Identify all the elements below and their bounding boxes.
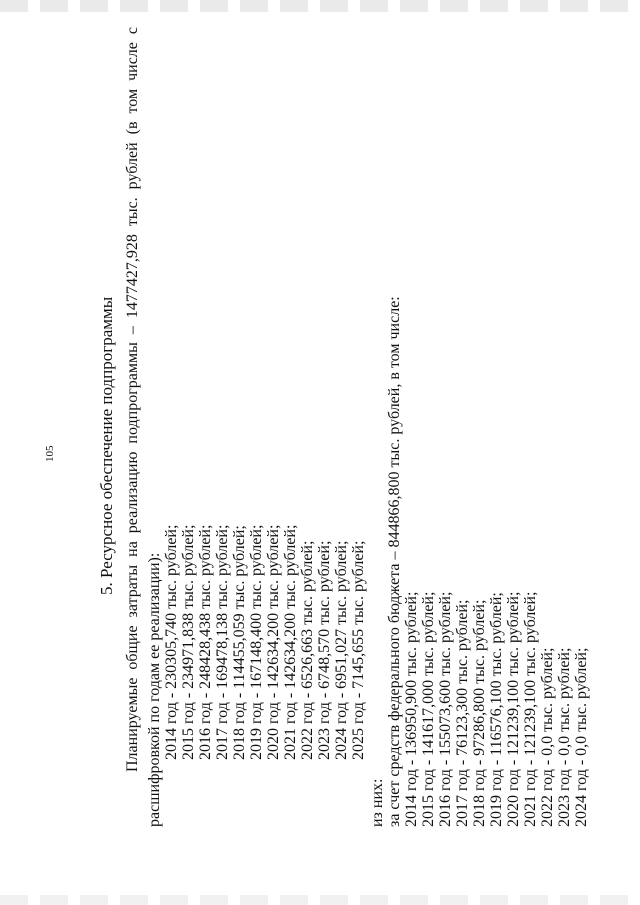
total-year-line: 2022 год - 6526,663 тыс. рублей; [299,540,316,760]
federal-year-line: 2014 год - 136950,900 тыс. рублей; [403,591,420,827]
total-year-line: 2025 год - 7145,655 тыс. рублей; [350,540,367,760]
federal-year-line: 2020 год - 121239,100 тыс. рублей; [505,591,522,827]
total-year-line: 2019 год - 167148,400 тыс. рублей; [248,524,265,760]
federal-budget-intro: за счет средств федерального бюджета – 844866,800 тыс. рублей, в том числе: [386,296,403,827]
of-which-label: из них: [369,778,386,827]
total-year-line: 2015 год - 234971,838 тыс. рублей; [180,524,197,760]
total-year-line: 2023 год - 6748,570 тыс. рублей; [316,540,333,760]
total-year-line: 2018 год - 114455,059 тыс. рублей; [231,525,248,760]
intro-paragraph-line-1: Планируемые общие затраты на реализацию подпрограммы – 1477427,928 тыс. рублей (в том числе с [124,27,141,772]
federal-year-line: 2023 год - 0,0 тыс. рублей; [556,647,573,827]
total-year-line: 2020 год - 142634,200 тыс. рублей; [265,524,282,760]
federal-year-line: 2018 год - 97286,800 тыс. рублей; [471,599,488,827]
total-year-line: 2017 год - 169478,138 тыс. рублей; [214,524,231,760]
federal-year-line: 2022 год - 0,0 тыс. рублей; [539,647,556,827]
total-year-line: 2021 год - 142634,200 тыс. рублей; [282,524,299,760]
federal-year-line: 2024 год - 0,0 тыс. рублей; [573,647,590,827]
federal-year-line: 2015 год - 141617,000 тыс. рублей; [420,591,437,827]
federal-year-line: 2016 год - 155073,600 тыс. рублей; [437,591,454,827]
page-number: 105 [44,445,56,462]
total-year-line: 2014 год - 230305,740 тыс. рублей; [163,524,180,760]
total-year-line: 2024 год - 6951,027 тыс. рублей; [333,540,350,760]
section-title: 5. Ресурсное обеспечение подпрограммы [97,296,116,595]
intro-paragraph-line-2: расшифровкой по годам ее реализации): [146,552,163,827]
total-year-line: 2016 год - 248428,438 тыс. рублей; [197,524,214,760]
federal-year-line: 2019 год - 116576,100 тыс. рублей; [488,592,505,827]
federal-year-line: 2017 год - 76123,300 тыс. рублей; [454,599,471,827]
federal-year-line: 2021 год - 121239,100 тыс. рублей; [522,591,539,827]
